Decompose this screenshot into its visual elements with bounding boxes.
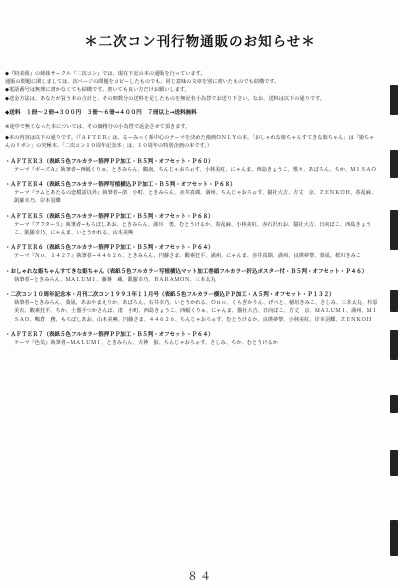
adjacent-page-edge <box>384 0 400 588</box>
book-contributors: テーマ『ラムとあたるの恋模話以外』執筆者−渚 小町、ときみらん、赤井真瑚、満州、ちんじゃおろぉす、猫社大吉、方丈 京、ＺＥＮＫＯＨ、春乱麻、凱羅幸乃、岸本羽蝶 <box>14 190 377 205</box>
refund-note: ※途中で無くなった本については、その価格分の小為替で返金させて頂きます。 <box>5 124 191 131</box>
book-contributors: テーマ『Ｎｏ．１４２７』執筆者−４４６２６、ときみらん、円藤さま、酸素狂平、満州、にゃんま、赤井真瑚、満州、良瑛夢黎、葵凪、桜川きみこ <box>14 253 361 260</box>
shipping-rates: ◆送料 １冊〜２冊→３００円 ３冊〜６冊→４００円 ７冊以上→送料無料 <box>5 109 197 116</box>
list-item <box>5 331 379 347</box>
list-item <box>5 244 379 260</box>
book-title: ・おしゃれな姫ちゃんすてきな姫ちゃん（表紙５色フルカラー写植横込マット加工巻頭フルカラー折込ポスター付・Ｂ５判・オフセット・Ｐ４６） <box>5 268 368 275</box>
intro-paragraph-3: ◆電話番号は無理に書かなくても結構です。書いても良い方だけお願いします。 <box>5 87 190 94</box>
intro-paragraph-4: ◆送金方法は、あなたが買う本の合計と、その冊数分の送料を足したものを無記名小為替でお送り下さい。なお、送料は以下の通りです。 <box>5 95 326 102</box>
list-item <box>5 158 379 174</box>
list-item <box>5 291 379 324</box>
book-title: ・ＡＦＴＥＲ７（表紙５色フルカラー箔押ＰＰ加工・Ｂ５判・オフセット・Ｐ６４） <box>5 331 214 338</box>
book-contributors: テーマ『アフター５』執筆者−もろぼしあお、ときみらん、満川 勇、むとうけるか、春乱麻、小林美紅、赤石沢れお、猫社大吉、日向ぼこ、西島きょうこ、凱羅幸乃、にゃんま、いとうかれる、山木美喚 <box>14 221 372 237</box>
page-title: ＊二次コン刊行物通販のお知らせ＊ <box>84 34 316 50</box>
book-title: ・ＡＦＴＥＲ３（表紙５色フルカラー箔押ＰＰ加工・Ｂ５判・オフセット・Ｐ６０） <box>5 158 214 165</box>
book-title: ・ＡＦＴＥＲ５（表紙５色フルカラー箔押ＰＰ加工・Ｂ５判・オフセット・Ｐ６８） <box>5 213 214 220</box>
list-item <box>5 268 379 284</box>
book-contributors: テーマ『ボーズＡ』執筆者−西幅くりゅ、ときみらん、鶴南、ちんじゃおろぉす、小林美紅、にゃんま、西島きょうこ、歌々、あぼろん、ちか、ＭＩＳＡＯ <box>14 166 377 173</box>
document-body <box>5 70 379 347</box>
intro-paragraph-1: ◆『時美組』の姉妹サークル『二次コン』では、現在下記の本の通販を行っています。 <box>5 71 206 77</box>
book-contributors: 執筆者−ときみらん、ＭＡＬＵＭＩ、藤蒋 蔵、凱羅幸乃、ＢＡＲＡＭＯＮ、三本太丸 <box>14 276 216 283</box>
book-contributors: 執筆者−ときみらん、葵凪、あおやまえりか、あぼろん、石井幸乃、いとうかれる、Ｏｎｏ、くらぎかりん、げべと、稲垣きみこ、さしみ、三本太丸、杉原美衣、酸素狂平、ちか、土器手つかさんば、渚 小町、西島きょうこ、西幅くりゅ、にゃんま、猫社大吉、日向ぼこ、方丈 京、ＭＡＬＵＭＩ、満州、ＭＩＳＡＯ、鴨倉 務、もろぼしあお、山木美喚、円藤さま、４４６２６、ちんじゃおろぉす、むとうけるか、良瑛夢黎、小林美紅、岸本羽蝶、ＺＥＮＫＯＨ <box>14 300 378 323</box>
intro-paragraph-2: 通販の問題に関しましては、次ページの問題をコピーしたものでも、同じ意味の文章を別に書いたものでも結構です。 <box>5 79 280 86</box>
list-item <box>5 181 379 206</box>
book-contributors: テーマ『色気』執筆者−ＭＡＬＵＭＩ、ときみらん、犬神 狼、ちんじゃおろぉす、さしみ、ちか、むとうけるか <box>14 340 278 347</box>
book-title: ・ＡＦＴＥＲ６（表紙５色フルカラー箔押ＰＰ加工・Ｂ５判・オフセット・Ｐ６４） <box>5 245 214 252</box>
contents-note: ◆本の内容は以下の通りです。（『ＡＦＴＥＲ』は、るーみっく系中心のテーマを決めた漫画ＯＮＬＹの本。「おしゃれな姫ちゃんすてきな姫ちゃん」は「姫ちゃんのリボン」の究極本。「二次コン１０周年記念本」は、１０周年の特別企画の本です。） <box>5 135 375 150</box>
list-item <box>5 213 379 238</box>
book-title: ・ＡＦＴＥＲ４（表紙５色フルカラー箔押写植横込ＰＰ加工・Ｂ５判・オフセット・Ｐ６８） <box>5 182 236 189</box>
book-title: ・二次コン１０周年記念本・月刊二次コン１９９３年１１月号（表紙５色フルカラー横込ＰＰ加工・Ａ５判・オフセット・Ｐ１３２） <box>5 292 335 299</box>
page-number: ８４ <box>187 570 213 583</box>
